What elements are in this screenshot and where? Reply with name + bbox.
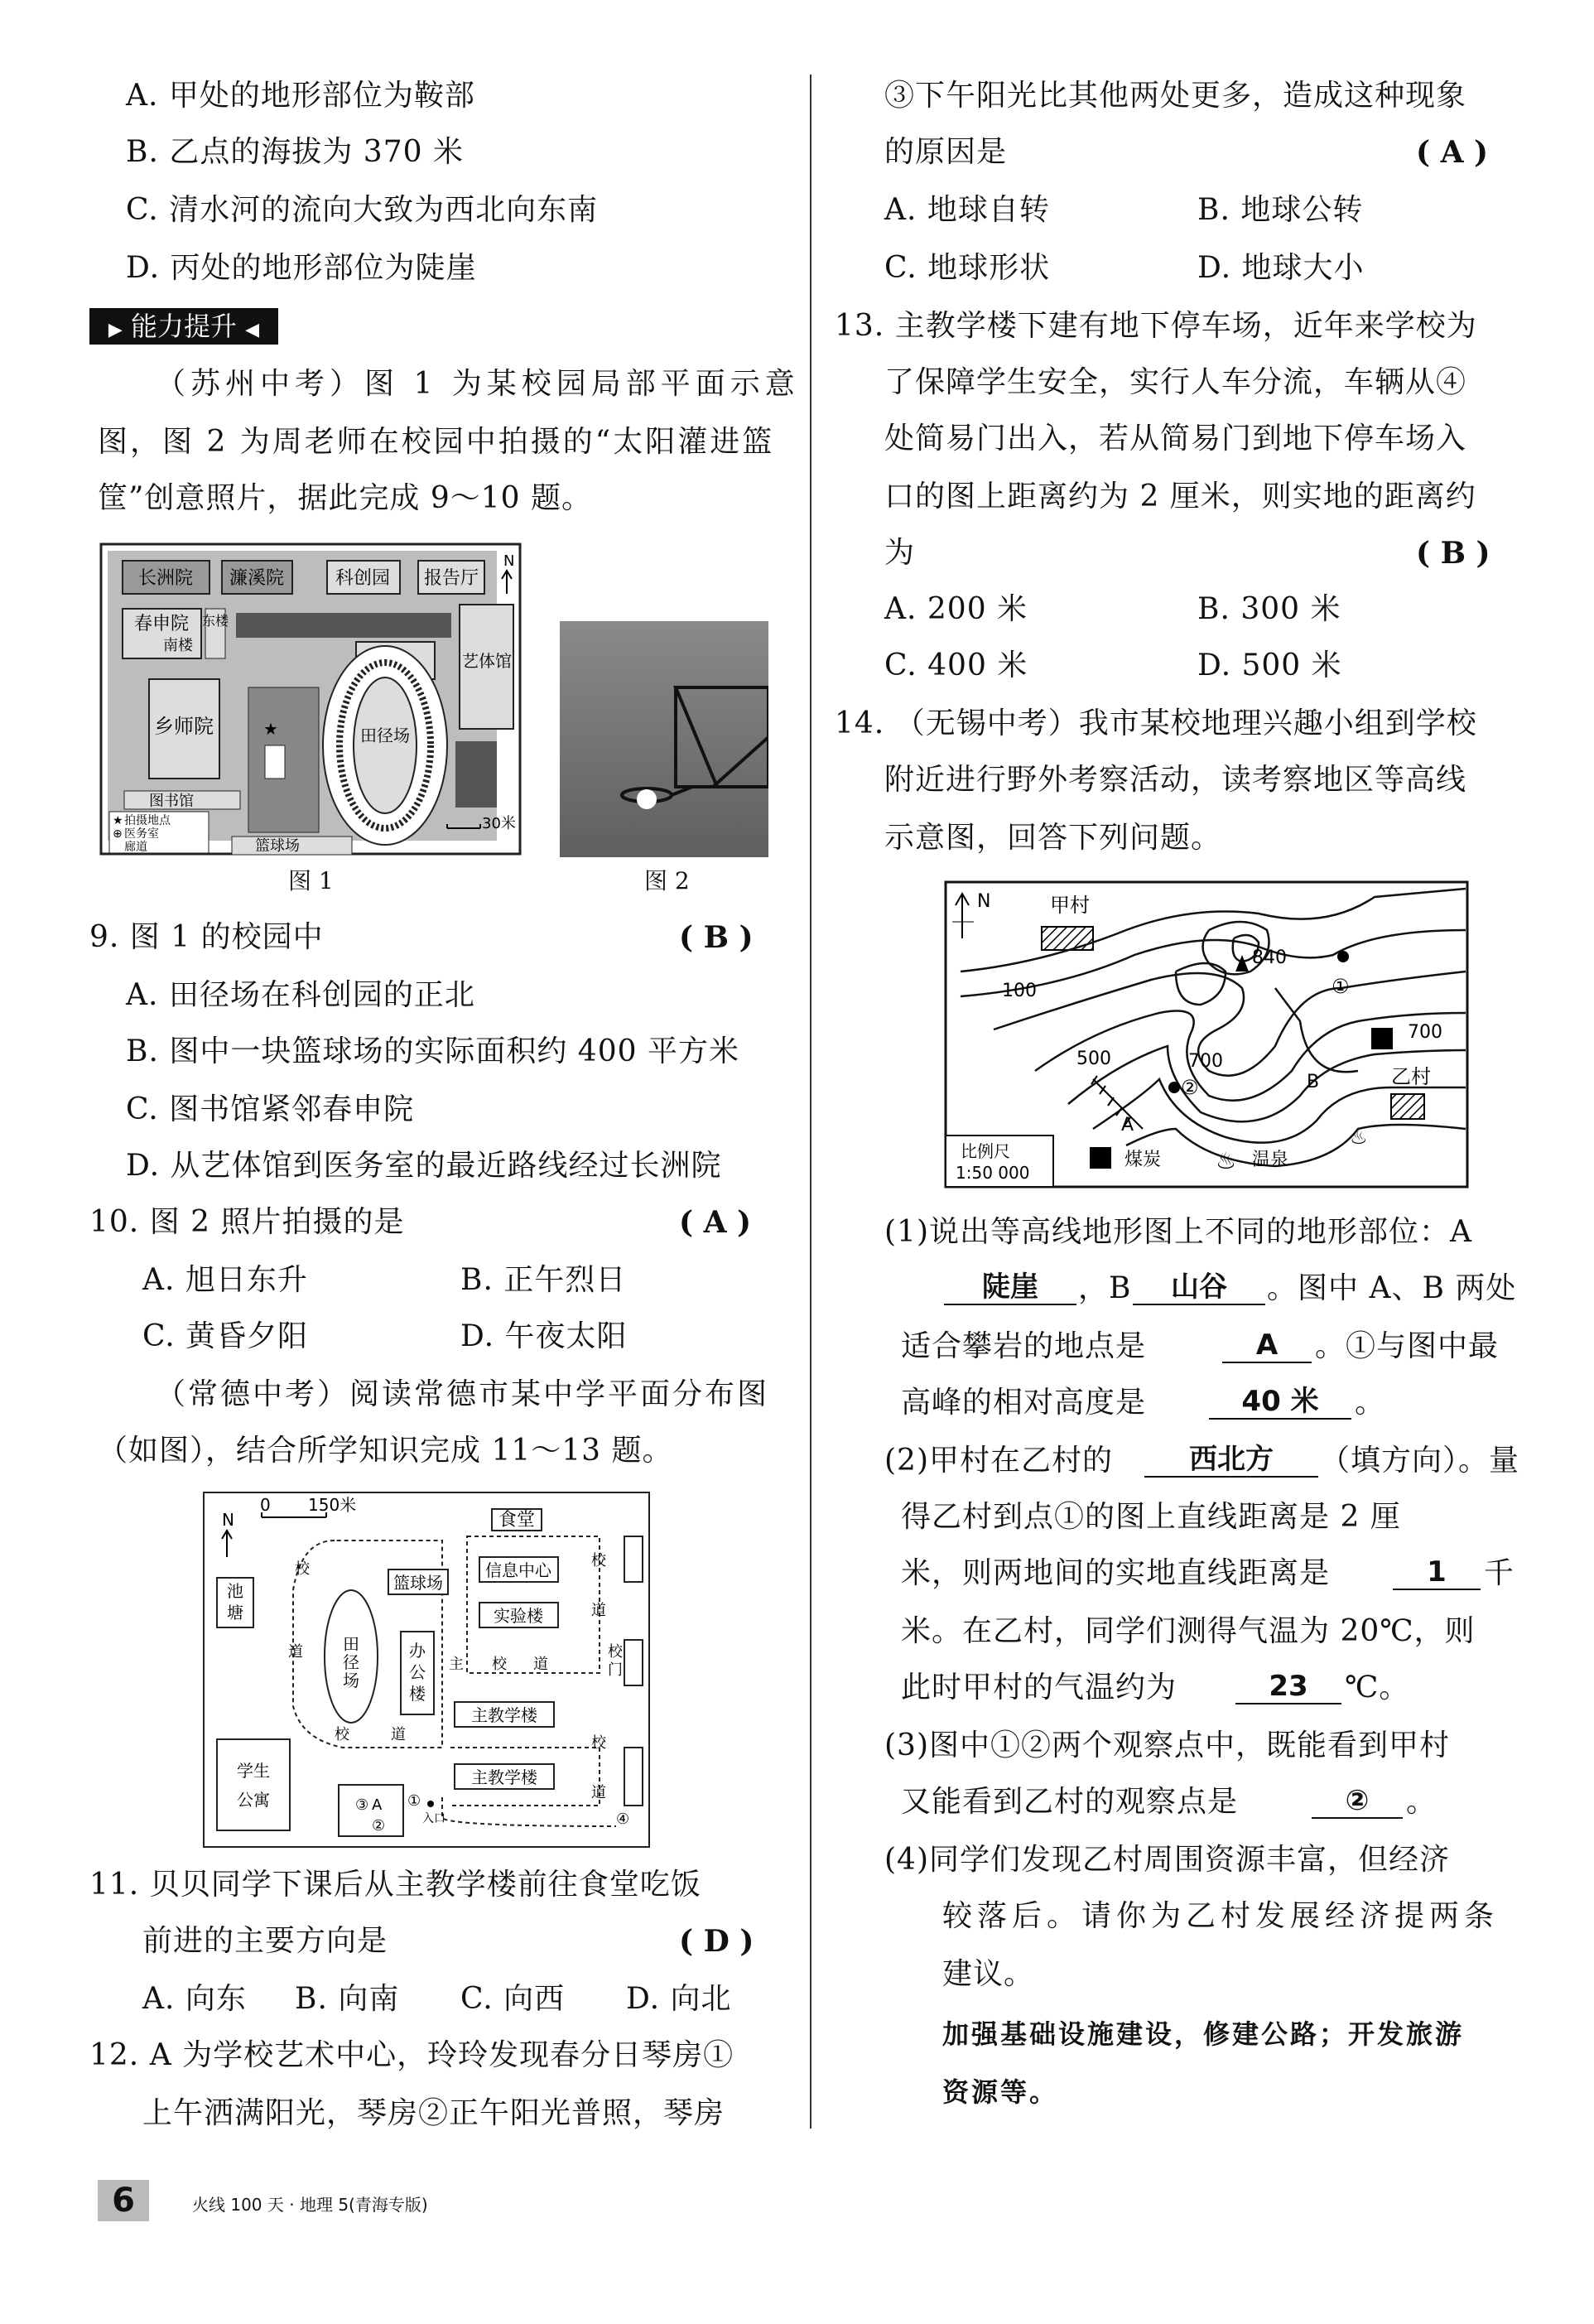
label-main-building2: 主教学楼 <box>471 1767 537 1787</box>
q10-option-a: A. 旭日东升 <box>142 1263 308 1297</box>
svg-text:校: 校 <box>492 1656 507 1673</box>
legend-plus: ⊕ <box>113 827 123 841</box>
legend-spring: 温泉 <box>1252 1150 1289 1170</box>
q8-option-c: C. 清水河的流向大致为西北向东南 <box>126 193 599 227</box>
label-h100: 100 <box>1002 981 1037 1001</box>
label-xiangshi: 乡师院 <box>154 715 214 738</box>
label-gate2: 门 <box>608 1661 623 1679</box>
sub1-text-4: 。①与图中最 <box>1315 1329 1500 1363</box>
q12-stem-line2: 上午洒满阳光，琴房②正午阳光普照，琴房 <box>142 2096 725 2130</box>
label-jiacun: 甲村 <box>1050 894 1090 917</box>
sub2-text-8: ℃。 <box>1345 1671 1410 1704</box>
point-2-dot <box>1168 1082 1180 1093</box>
label-pond1: 池 <box>227 1581 243 1601</box>
sub2-text-6: 米。在乙村，同学们测得气温为 20℃，则 <box>901 1614 1476 1648</box>
svg-text:道: 道 <box>533 1656 548 1673</box>
north-label: N <box>503 552 515 570</box>
column-divider <box>810 75 811 2129</box>
intro-9-10-line2: 图，图 2 为周老师在校园中拍摄的“太阳灌进篮 <box>98 425 775 459</box>
sub4-text-2: 较落后。请你为乙村发展经济提两条 <box>942 1899 1500 1933</box>
sub2-text-2: （填方向）。量 <box>1320 1444 1520 1478</box>
label-entrance: 入口 <box>422 1812 445 1825</box>
q10-stem: 10. 图 2 照片拍摄的是 <box>89 1205 405 1239</box>
svg-text:校: 校 <box>335 1726 349 1743</box>
contour-north-label: N <box>977 891 991 912</box>
svg-text:道: 道 <box>391 1726 406 1743</box>
label-h700a: 700 <box>1188 1051 1223 1072</box>
q8-option-b: B. 乙点的海拔为 370 米 <box>126 135 464 169</box>
point-1-dot <box>1337 951 1349 962</box>
sub1-text-6: 。 <box>1355 1386 1386 1420</box>
q13-stem-line4: 口的图上距离约为 2 厘米，则实地的距离约 <box>884 480 1476 513</box>
legend-coal: 煤炭 <box>1124 1150 1162 1170</box>
label-tianjing: 田径场 <box>360 726 410 745</box>
svg-text:场: 场 <box>343 1671 359 1690</box>
q13-stem-line5: 为 <box>884 536 916 570</box>
q13-option-c: C. 400 米 <box>884 649 1028 682</box>
hot-spring-icon: ♨ <box>1350 1126 1368 1149</box>
label-p1: ① <box>1332 975 1350 998</box>
legend-photo-location: 拍摄地点 <box>124 814 171 827</box>
q12-cont-line2: 的原因是 <box>884 135 1008 169</box>
sub1-text-2: 。图中 A、B 两处 <box>1267 1271 1517 1305</box>
sub4-text-3: 建议。 <box>942 1957 1035 1991</box>
label-yiti: 艺体馆 <box>462 651 512 671</box>
label-lanqiu: 篮球场 <box>255 837 300 855</box>
label-lianxi: 濂溪院 <box>229 568 285 589</box>
q13-answer: B <box>1440 536 1466 571</box>
legend-coal-icon <box>1090 1147 1111 1169</box>
triangle-right-icon: ▶ <box>108 320 123 340</box>
sub3-text-2: 又能看到乙村的观察点是 <box>901 1785 1239 1819</box>
q13-stem-line3: 处简易门出入，若从简易门到地下停车场入 <box>884 422 1467 456</box>
q13-option-b: B. 300 米 <box>1197 592 1341 626</box>
scale-zero: 0 <box>260 1495 271 1515</box>
label-lab: 实验楼 <box>494 1606 543 1626</box>
sub2-text-4: 米，则两地间的实地直线距离是 <box>901 1556 1331 1590</box>
label-circle1: ① <box>407 1792 421 1810</box>
legend-corridor: 廊道 <box>124 841 147 854</box>
section-badge <box>89 308 278 345</box>
q12-answer-paren: ( A ) <box>1416 135 1489 170</box>
fig1-caption: 图 1 <box>288 867 334 894</box>
q14-stem-line2: 附近进行野外考察活动，读考察地区等高线 <box>884 763 1467 797</box>
sub2-text-3: 得乙村到点①的图上直线距离是 2 厘 <box>901 1500 1401 1534</box>
sub2-text-5: 千 <box>1484 1556 1515 1590</box>
svg-text:楼: 楼 <box>409 1684 426 1704</box>
sub2-answer-distance: 1 <box>1393 1555 1481 1590</box>
q11-option-b: B. 向南 <box>295 1982 400 2016</box>
q12-answer: A <box>1440 135 1464 170</box>
label-tushu: 图书馆 <box>149 793 194 810</box>
coal-marker-icon <box>1371 1028 1393 1049</box>
footer-text: 火线 100 天 · 地理 5(青海专版) <box>192 2195 428 2215</box>
sub1-text-B: ，B <box>1078 1271 1132 1305</box>
figure-2-photo <box>560 621 768 857</box>
q12-option-c: C. 地球形状 <box>884 251 1051 285</box>
label-p2: ② <box>1181 1076 1199 1099</box>
intro-11-13-line2: （如图），结合所学知识完成 11～13 题。 <box>98 1434 673 1468</box>
q13-stem-line2: 了保障学生安全，实行人车分流，车辆从④ <box>884 365 1467 399</box>
q13-option-a: A. 200 米 <box>884 592 1028 626</box>
q9-answer: B <box>703 920 730 955</box>
label-dorm1: 学生 <box>237 1761 270 1781</box>
page-number: 6 <box>98 2180 149 2221</box>
label-yicun: 乙村 <box>1391 1065 1431 1088</box>
q9-answer-paren: ( B ) <box>679 920 754 955</box>
q12-option-d: D. 地球大小 <box>1197 251 1365 285</box>
q13-option-d: D. 500 米 <box>1197 649 1342 682</box>
svg-text:公: 公 <box>409 1662 426 1682</box>
sub2-answer-temp: 23 <box>1235 1670 1341 1704</box>
contour-map <box>944 880 1469 1189</box>
q13-stem-line1: 13. 主教学楼下建有地下停车场，近年来学校为 <box>835 309 1477 343</box>
q11-option-a: A. 向东 <box>142 1982 247 2016</box>
sub2-answer-direction: 西北方 <box>1144 1443 1318 1478</box>
section-badge-label: 能力提升 <box>130 311 237 342</box>
intro-11-13-line1: （常德中考）阅读常德市某中学平面分布图 <box>156 1377 770 1411</box>
q10-answer: A <box>703 1205 727 1240</box>
sub2-text-1: (2)甲村在乙村的 <box>884 1444 1113 1478</box>
q9-option-d: D. 从艺体馆到医务室的最近路线经过长洲院 <box>126 1149 722 1183</box>
q11-option-c: C. 向西 <box>460 1982 566 2016</box>
label-pond2: 塘 <box>227 1603 243 1622</box>
sub1-answer-climb: A <box>1222 1328 1312 1363</box>
q11-stem-line2: 前进的主要方向是 <box>142 1924 388 1958</box>
q10-option-d: D. 午夜太阳 <box>460 1319 628 1353</box>
q9-option-a: A. 田径场在科创园的正北 <box>126 978 475 1012</box>
q13-answer-paren: ( B ) <box>1416 536 1490 571</box>
scale-label: 30米 <box>482 815 516 832</box>
fig2-caption: 图 2 <box>644 867 690 894</box>
sub1-answer-B: 山谷 <box>1133 1270 1265 1305</box>
q10-option-b: B. 正午烈日 <box>460 1263 627 1297</box>
sub1-text-3: 适合攀岩的地点是 <box>901 1329 1147 1363</box>
label-main-building1: 主教学楼 <box>471 1705 537 1725</box>
sun-icon <box>637 789 657 809</box>
label-scale1: 比例尺 <box>961 1141 1010 1161</box>
label-h500: 500 <box>1076 1049 1111 1069</box>
svg-text:田: 田 <box>343 1634 359 1654</box>
sub1-answer-height: 40 米 <box>1209 1385 1351 1420</box>
svg-text:主: 主 <box>449 1656 464 1673</box>
label-info-center: 信息中心 <box>485 1560 551 1580</box>
sub2-text-7: 此时甲村的气温约为 <box>901 1671 1177 1704</box>
q14-stem-line3: 示意图，回答下列问题。 <box>884 821 1222 855</box>
label-scale2: 1:50 000 <box>956 1163 1030 1183</box>
q12-option-a: A. 地球自转 <box>884 193 1050 227</box>
label-A: A <box>372 1796 383 1814</box>
triangle-left-icon: ◀ <box>245 320 260 340</box>
label-h840: 840 <box>1252 947 1287 968</box>
label-canteen: 食堂 <box>498 1510 536 1531</box>
q8-option-a: A. 甲处的地形部位为鞍部 <box>126 79 475 113</box>
sub1-text-5: 高峰的相对高度是 <box>901 1386 1147 1420</box>
figure-1-campus-map <box>99 542 523 857</box>
q11-answer-paren: ( D ) <box>679 1924 754 1959</box>
map2-north-label: N <box>222 1510 234 1530</box>
svg-text:校: 校 <box>591 1734 606 1752</box>
q8-option-d: D. 丙处的地形部位为陡崖 <box>126 251 477 285</box>
legend-hot-spring-icon: ♨ <box>1216 1147 1237 1174</box>
legend-clinic: 医务室 <box>124 827 159 841</box>
label-changzhou: 长洲院 <box>137 568 194 589</box>
photo-location-star: ★ <box>263 719 278 739</box>
label-A: A <box>1121 1115 1134 1135</box>
label-donglou: 东楼 <box>201 613 229 629</box>
legend-star: ★ <box>113 814 123 827</box>
sub4-answer-line1: 加强基础设施建设，修建公路；开发旅游 <box>942 2018 1465 2050</box>
q12-cont-line1: ③下午阳光比其他两处更多，造成这种现象 <box>884 79 1467 113</box>
label-basketball: 篮球场 <box>393 1573 443 1593</box>
sub3-text-1: (3)图中①②两个观察点中，既能看到甲村 <box>884 1729 1450 1762</box>
q12-stem-line1: 12. A 为学校艺术中心，玲玲发现春分日琴房① <box>89 2038 734 2072</box>
label-chunshen: 春申院 <box>133 614 190 634</box>
svg-text:校: 校 <box>591 1552 606 1569</box>
svg-text:径: 径 <box>343 1652 359 1672</box>
q9-option-c: C. 图书馆紧邻春申院 <box>126 1092 415 1126</box>
svg-text:道: 道 <box>591 1602 606 1619</box>
q12-option-b: B. 地球公转 <box>1197 193 1364 227</box>
q9-option-b: B. 图中一块篮球场的实际面积约 400 平方米 <box>126 1034 739 1068</box>
svg-text:道: 道 <box>591 1784 606 1801</box>
intro-9-10-line3: 筐”创意照片，据此完成 9～10 题。 <box>98 481 593 515</box>
label-baogao: 报告厅 <box>423 568 479 589</box>
svg-text:办: 办 <box>409 1641 426 1661</box>
scale-150: 150米 <box>308 1495 357 1515</box>
label-h700b: 700 <box>1408 1022 1442 1043</box>
label-circle3: ③ <box>355 1796 369 1814</box>
q10-option-c: C. 黄昏夕阳 <box>142 1319 309 1353</box>
label-gate1: 校 <box>608 1643 623 1661</box>
school-layout-map <box>202 1491 651 1849</box>
sub1-answer-A: 陡崖 <box>944 1270 1076 1305</box>
label-dorm2: 公寓 <box>237 1790 270 1810</box>
label-kechuang: 科创园 <box>335 568 391 589</box>
q9-stem: 9. 图 1 的校园中 <box>89 920 324 954</box>
sub4-text-1: (4)同学们发现乙村周围资源丰富，但经济 <box>884 1843 1450 1877</box>
label-B: B <box>1307 1072 1320 1092</box>
svg-text:校: 校 <box>295 1560 310 1578</box>
label-circle2: ② <box>372 1817 386 1835</box>
intro-9-10-line1: （苏州中考）图 1 为某校园局部平面示意 <box>156 367 800 401</box>
label-circle4: ④ <box>616 1811 630 1828</box>
q11-answer: D <box>703 1924 730 1959</box>
sub3-answer: ② <box>1312 1784 1403 1819</box>
sub3-text-3: 。 <box>1406 1785 1437 1819</box>
q11-option-d: D. 向北 <box>626 1982 732 2016</box>
q10-answer-paren: ( A ) <box>679 1205 752 1240</box>
q11-stem-line1: 11. 贝贝同学下课后从主教学楼前往食堂吃饭 <box>89 1868 701 1902</box>
sub4-answer-line2: 资源等。 <box>942 2076 1059 2108</box>
svg-text:道: 道 <box>288 1643 303 1661</box>
label-nanlou: 南楼 <box>163 637 193 654</box>
sub1-line1: (1)说出等高线地形图上不同的地形部位：A <box>884 1215 1472 1249</box>
q14-stem-line1: 14. （无锡中考）我市某校地理兴趣小组到学校 <box>835 706 1477 740</box>
